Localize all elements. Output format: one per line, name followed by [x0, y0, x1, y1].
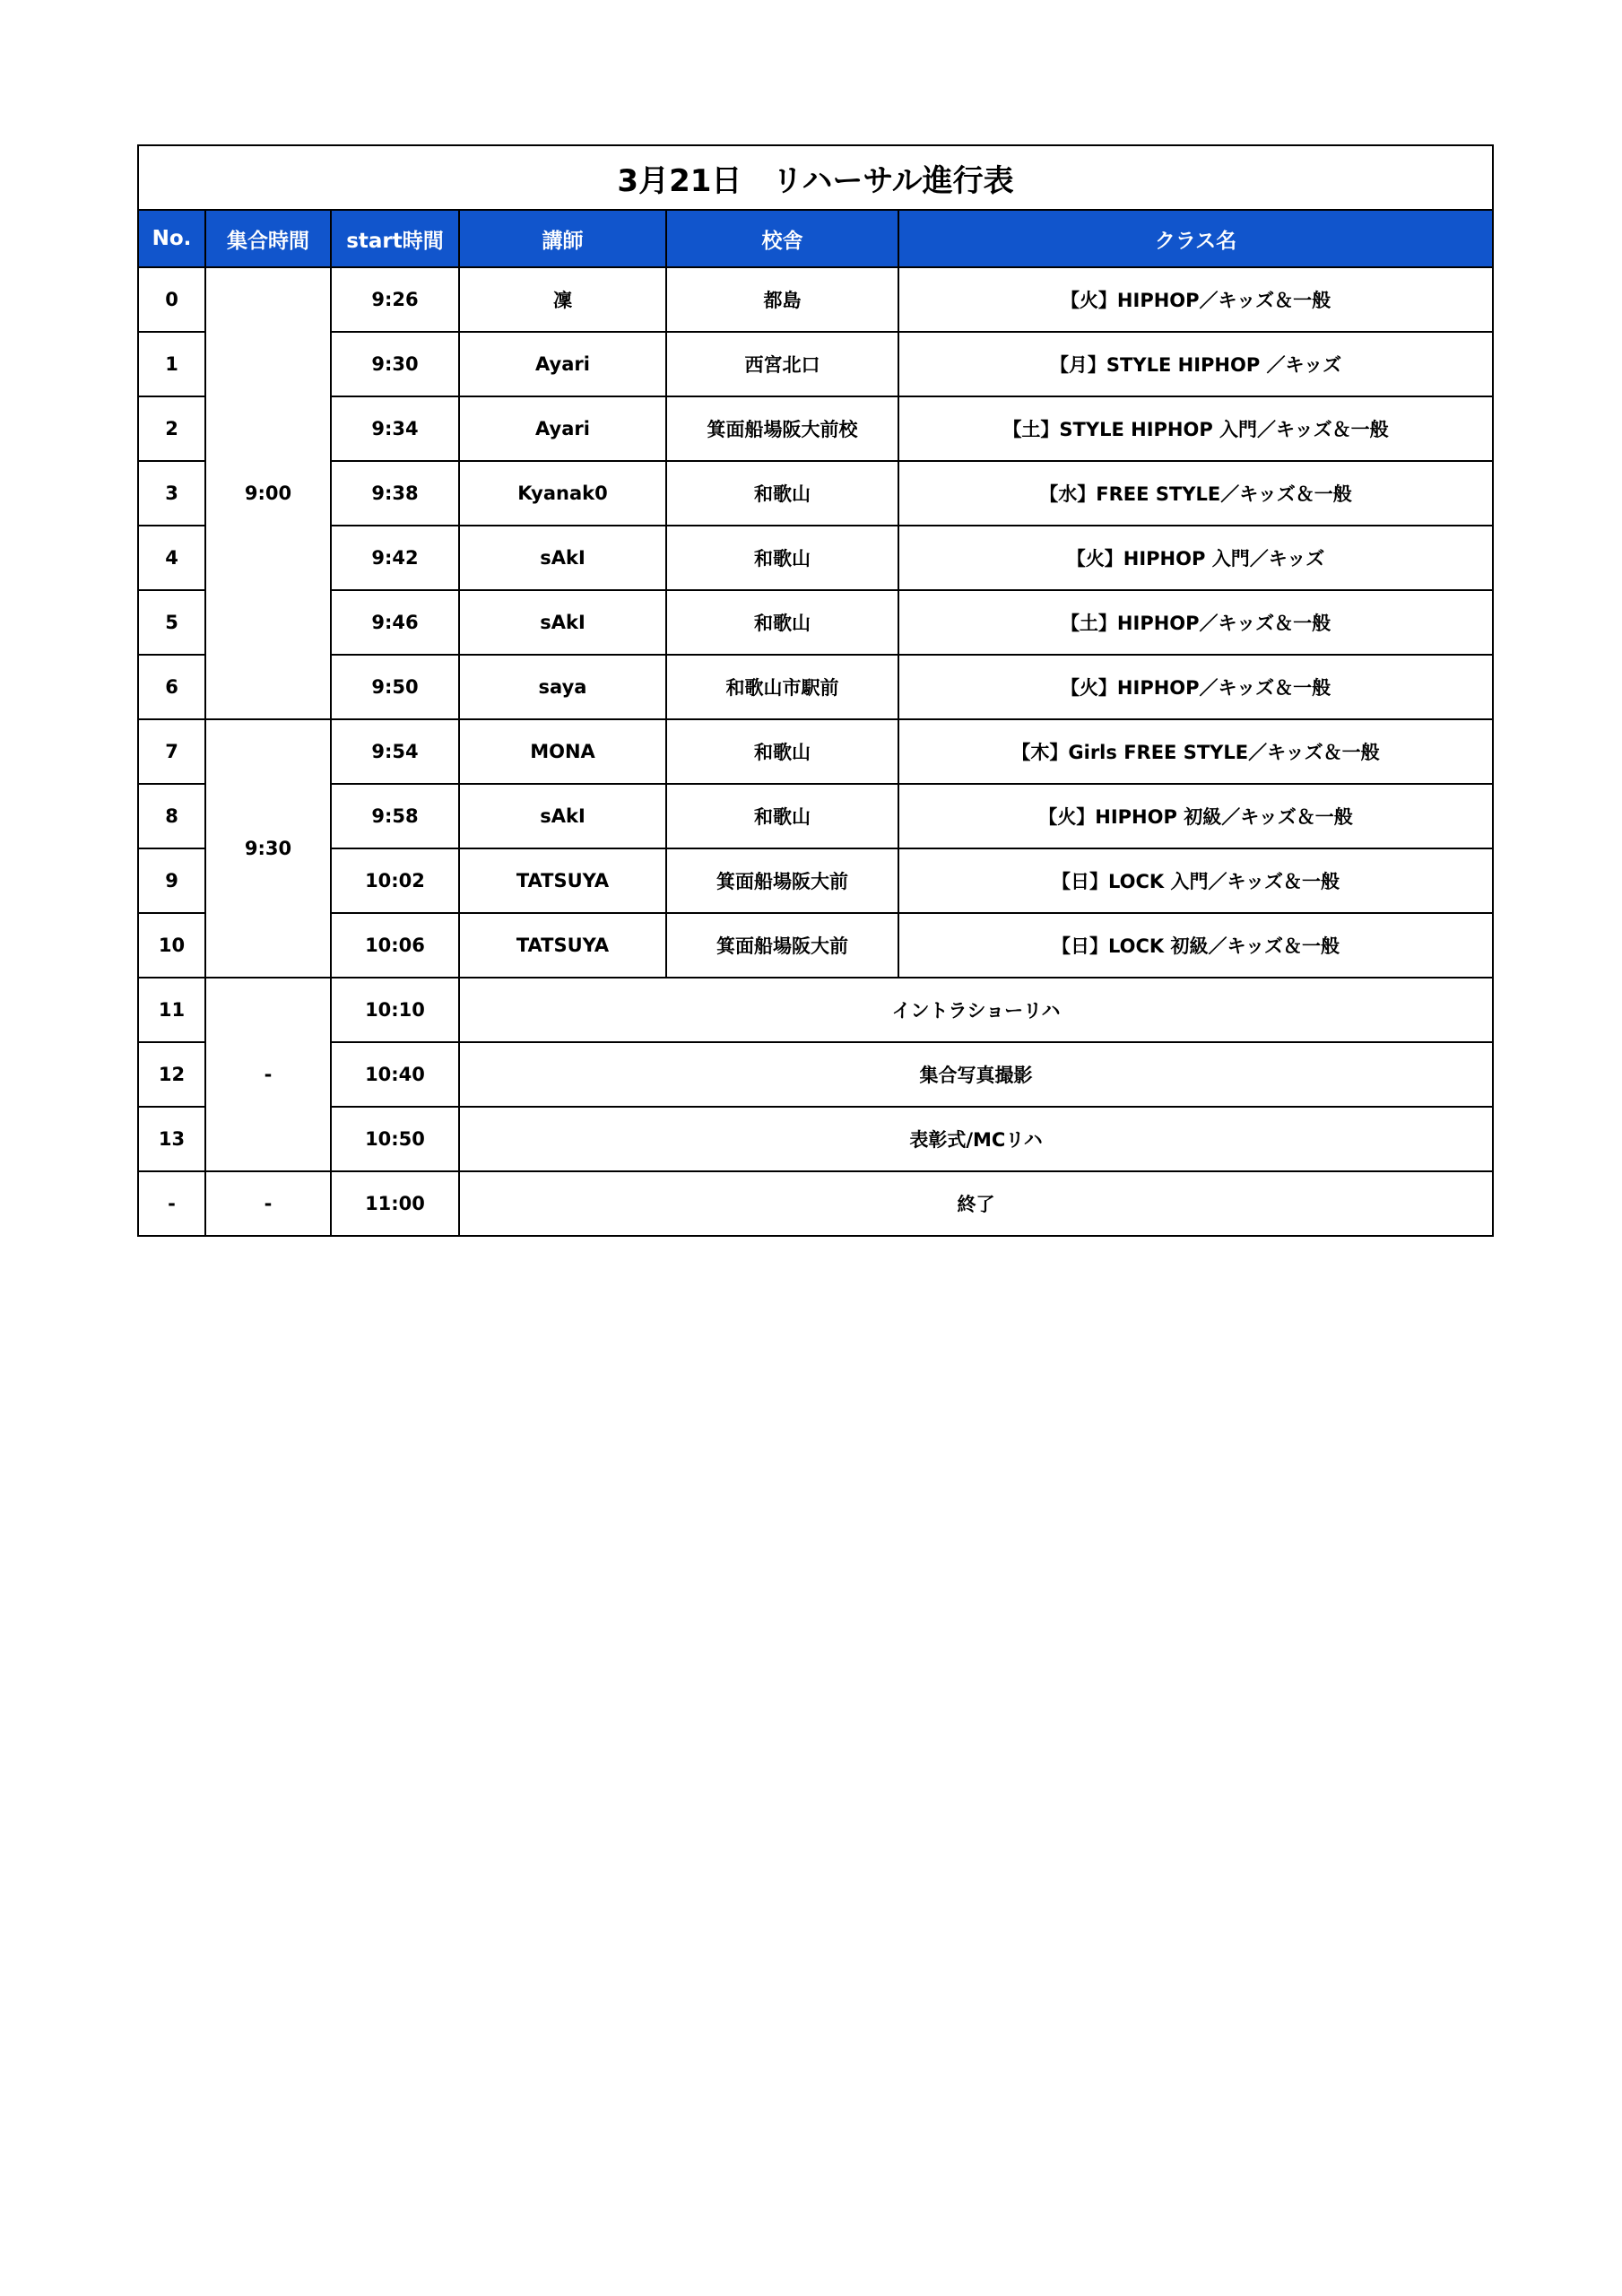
row-teacher: Ayari: [459, 396, 666, 461]
row-class-name: 【木】Girls FREE STYLE／キッズ＆一般: [898, 719, 1493, 784]
row-start-time: 10:06: [331, 913, 459, 978]
table-row: [138, 1042, 1493, 1107]
row-class-name: 【日】LOCK 初級／キッズ＆一般: [898, 913, 1493, 978]
row-no: 10: [138, 913, 205, 978]
row-start-time: 10:10: [331, 978, 459, 1042]
row-no: 4: [138, 526, 205, 590]
header-class-name: クラス名: [898, 210, 1493, 267]
row-start-time: 9:54: [331, 719, 459, 784]
table-row: [138, 848, 1493, 913]
table-row: [138, 978, 1493, 1042]
row-start-time: 9:46: [331, 590, 459, 655]
table-title: 3月21日 リハーサル進行表: [138, 145, 1493, 210]
row-teacher: Kyanak0: [459, 461, 666, 526]
row-teacher: MONA: [459, 719, 666, 784]
row-teacher: Ayari: [459, 332, 666, 396]
row-teacher: sAkI: [459, 590, 666, 655]
row-no: -: [138, 1171, 205, 1236]
row-school: 和歌山: [666, 590, 898, 655]
row-no: 11: [138, 978, 205, 1042]
table-row: [138, 719, 1493, 784]
table-row: [138, 913, 1493, 978]
table-row: [138, 526, 1493, 590]
table-row: [138, 1171, 1493, 1236]
table-row: [138, 784, 1493, 848]
header-gather-time: 集合時間: [205, 210, 331, 267]
row-school: 西宮北口: [666, 332, 898, 396]
row-no: 2: [138, 396, 205, 461]
row-no: 6: [138, 655, 205, 719]
row-no: 1: [138, 332, 205, 396]
row-start-time: 9:38: [331, 461, 459, 526]
table-row: [138, 590, 1493, 655]
row-start-time: 10:02: [331, 848, 459, 913]
row-class-name: 【火】HIPHOP／キッズ＆一般: [898, 655, 1493, 719]
row-event: イントラショーリハ: [459, 978, 1493, 1042]
row-class-name: 【火】HIPHOP／キッズ＆一般: [898, 267, 1493, 332]
row-start-time: 9:26: [331, 267, 459, 332]
header-teacher: 講師: [459, 210, 666, 267]
row-teacher: sAkI: [459, 526, 666, 590]
row-school: 箕面船場阪大前校: [666, 396, 898, 461]
row-start-time: 10:50: [331, 1107, 459, 1171]
table-row: [138, 267, 1493, 332]
row-start-time: 9:42: [331, 526, 459, 590]
header-row: [138, 210, 1493, 267]
row-no: 0: [138, 267, 205, 332]
row-school: 箕面船場阪大前: [666, 913, 898, 978]
row-no: 13: [138, 1107, 205, 1171]
table-row: [138, 655, 1493, 719]
row-class-name: 【土】HIPHOP／キッズ＆一般: [898, 590, 1493, 655]
row-school: 和歌山: [666, 461, 898, 526]
table-row: [138, 461, 1493, 526]
gather-time-cell: 9:00: [205, 267, 331, 719]
row-teacher: sAkI: [459, 784, 666, 848]
row-school: 都島: [666, 267, 898, 332]
row-school: 和歌山市駅前: [666, 655, 898, 719]
header-no: No.: [138, 210, 205, 267]
row-class-name: 【火】HIPHOP 入門／キッズ: [898, 526, 1493, 590]
row-no: 12: [138, 1042, 205, 1107]
row-school: 和歌山: [666, 784, 898, 848]
row-event: 終了: [459, 1171, 1493, 1236]
table-row: [138, 1107, 1493, 1171]
gather-time-cell: -: [205, 1171, 331, 1236]
row-no: 8: [138, 784, 205, 848]
row-start-time: 9:34: [331, 396, 459, 461]
table-row: [138, 396, 1493, 461]
row-teacher: TATSUYA: [459, 913, 666, 978]
row-class-name: 【火】HIPHOP 初級／キッズ＆一般: [898, 784, 1493, 848]
row-no: 3: [138, 461, 205, 526]
row-event: 集合写真撮影: [459, 1042, 1493, 1107]
row-start-time: 9:50: [331, 655, 459, 719]
row-class-name: 【土】STYLE HIPHOP 入門／キッズ＆一般: [898, 396, 1493, 461]
row-no: 9: [138, 848, 205, 913]
row-class-name: 【日】LOCK 入門／キッズ＆一般: [898, 848, 1493, 913]
row-start-time: 9:58: [331, 784, 459, 848]
row-school: 和歌山: [666, 719, 898, 784]
gather-time-cell: 9:30: [205, 719, 331, 978]
row-school: 和歌山: [666, 526, 898, 590]
row-school: 箕面船場阪大前: [666, 848, 898, 913]
row-event: 表彰式/MCリハ: [459, 1107, 1493, 1171]
row-class-name: 【月】STYLE HIPHOP ／キッズ: [898, 332, 1493, 396]
table-row: [138, 332, 1493, 396]
gather-time-cell: -: [205, 978, 331, 1171]
header-start-time: start時間: [331, 210, 459, 267]
title-row: [138, 145, 1493, 210]
rehearsal-schedule-table: [137, 144, 1494, 1237]
row-no: 7: [138, 719, 205, 784]
row-start-time: 11:00: [331, 1171, 459, 1236]
row-teacher: 凜: [459, 267, 666, 332]
row-start-time: 10:40: [331, 1042, 459, 1107]
header-school: 校舎: [666, 210, 898, 267]
row-start-time: 9:30: [331, 332, 459, 396]
row-class-name: 【水】FREE STYLE／キッズ＆一般: [898, 461, 1493, 526]
row-teacher: saya: [459, 655, 666, 719]
row-teacher: TATSUYA: [459, 848, 666, 913]
row-no: 5: [138, 590, 205, 655]
